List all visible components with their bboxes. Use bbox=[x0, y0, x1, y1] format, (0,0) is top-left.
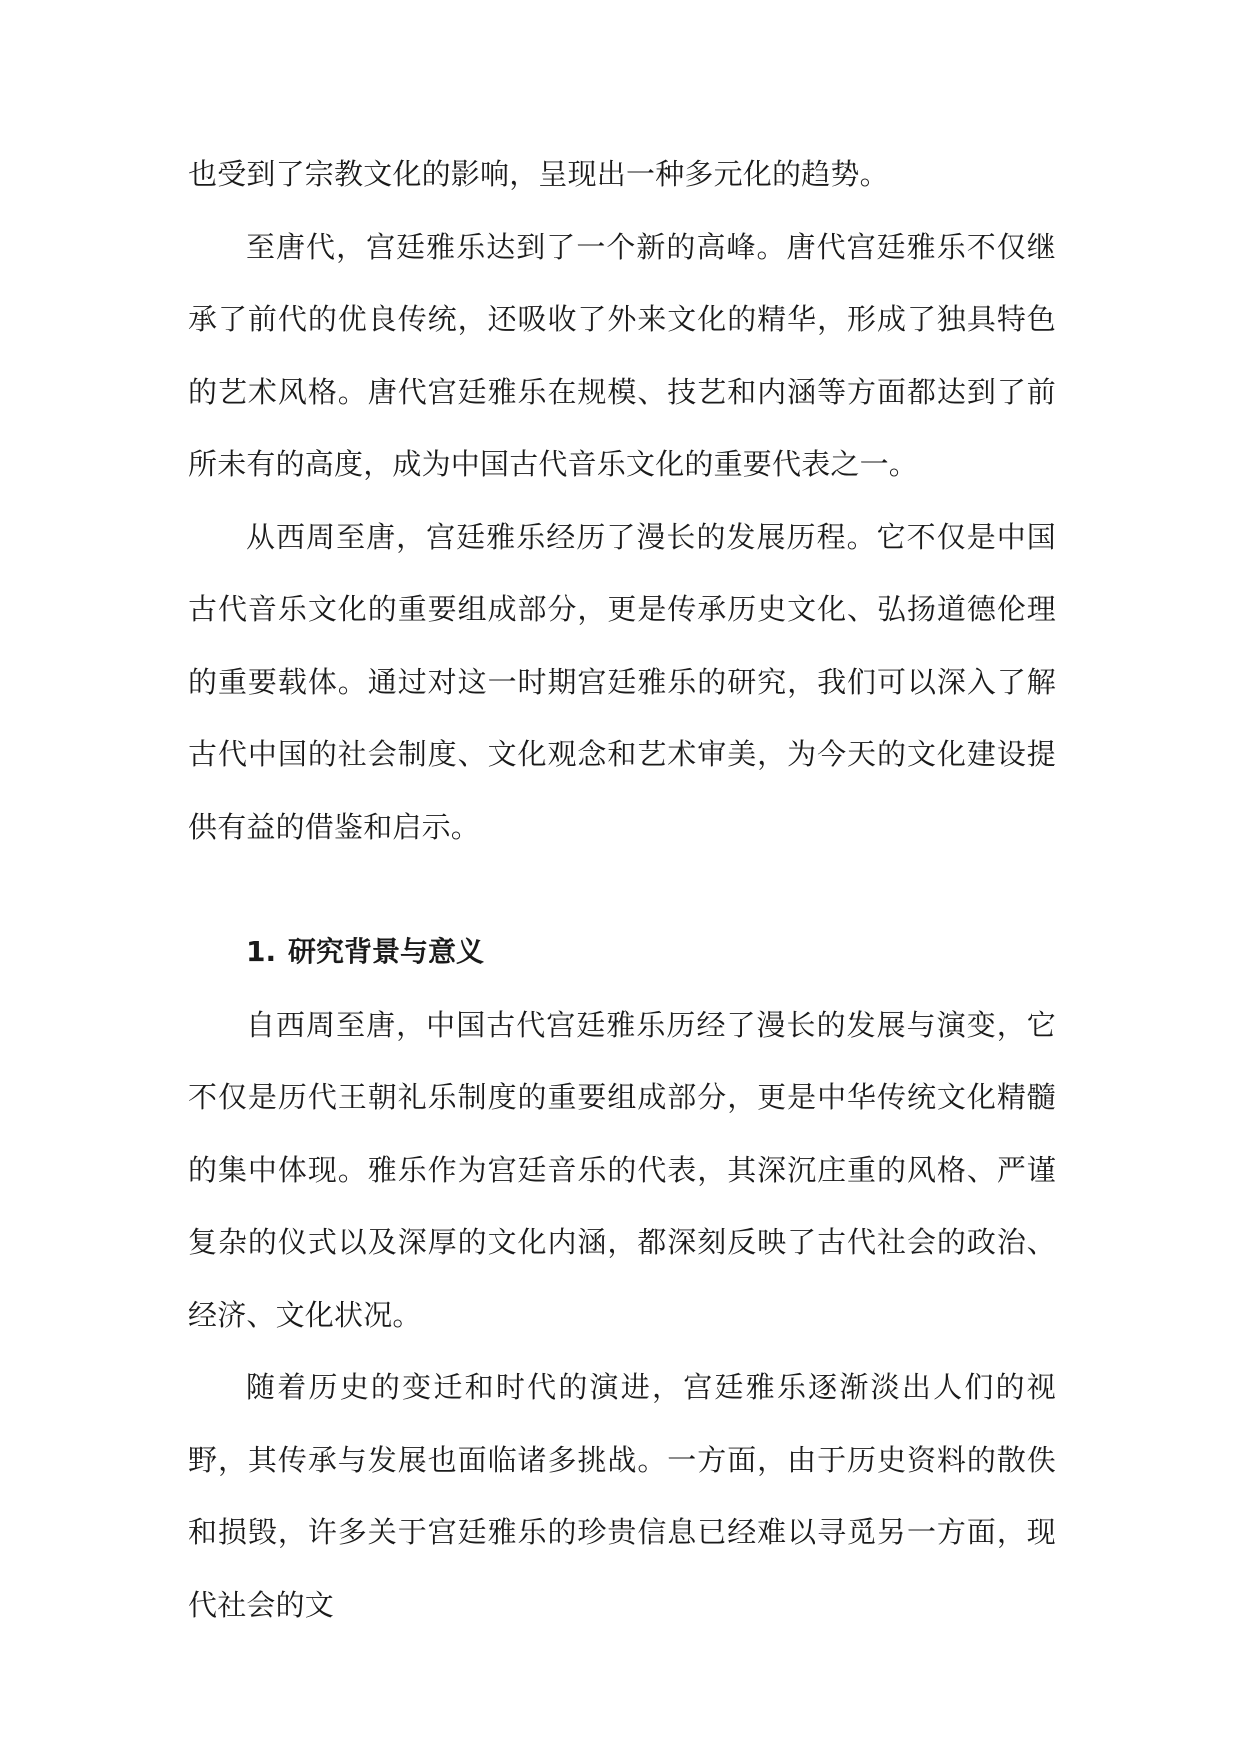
paragraph-challenges: 随着历史的变迁和时代的演进，宫廷雅乐逐渐淡出人们的视野，其传承与发展也面临诸多挑战。一方面，由于历史资料的散佚和损毁，许多关于宫廷雅乐的珍贵信息已经难以寻觅另一方面，现代社会的文 bbox=[188, 1370, 1056, 1622]
paragraph-background: 自西周至唐，中国古代宫廷雅乐历经了漫长的发展与演变，它不仅是历代王朝礼乐制度的重要组成部分，更是中华传统文化精髓的集中体现。雅乐作为宫廷音乐的代表，其深沉庄重的风格、严谨复杂的仪式以及深厚的文化内涵，都深刻反映了古代社会的政治、经济、文化状况。 bbox=[188, 1007, 1056, 1332]
section-number: 1. bbox=[246, 935, 277, 968]
section-gap bbox=[188, 863, 1056, 916]
section-title: 研究背景与意义 bbox=[288, 935, 485, 968]
document-page bbox=[188, 138, 1056, 1641]
paragraph-tang-dynasty: 至唐代，宫廷雅乐达到了一个新的高峰。唐代宫廷雅乐不仅继承了前代的优良传统，还吸收了外来文化的精华，形成了独具特色的艺术风格。唐代宫廷雅乐在规模、技艺和内涵等方面都达到了前所未有的高度，成为中国古代音乐文化的重要代表之一。 bbox=[188, 229, 1056, 481]
paragraph-continuation: 也受到了宗教文化的影响，呈现出一种多元化的趋势。 bbox=[188, 157, 889, 191]
section-heading bbox=[188, 916, 1056, 989]
paragraph-zhou-to-tang: 从西周至唐，宫廷雅乐经历了漫长的发展历程。它不仅是中国古代音乐文化的重要组成部分，更是传承历史文化、弘扬道德伦理的重要载体。通过对这一时期宫廷雅乐的研究，我们可以深入了解古代中国的社会制度、文化观念和艺术审美，为今天的文化建设提供有益的借鉴和启示。 bbox=[188, 519, 1056, 844]
